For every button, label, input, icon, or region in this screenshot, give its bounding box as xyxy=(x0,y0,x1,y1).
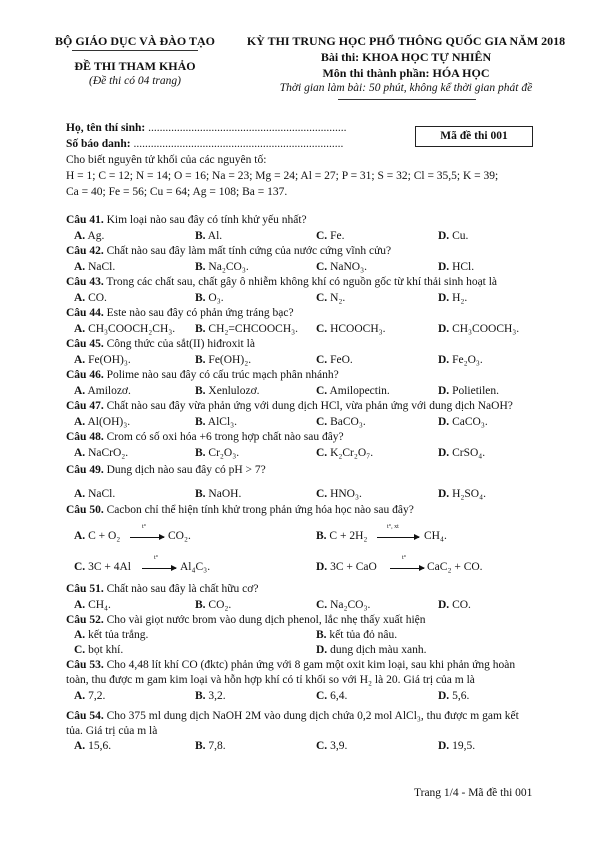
option-b[interactable]: B. Xenlulozơ. xyxy=(195,385,260,397)
option-b[interactable]: B. NaOH. xyxy=(195,488,242,500)
ministry-name: BỘ GIÁO DỤC VÀ ĐÀO TẠO xyxy=(55,34,215,48)
option-a[interactable]: A. kết tủa trắng. xyxy=(74,629,149,641)
candidate-id-field[interactable]: ......................................................................... xyxy=(133,138,344,150)
reaction-product: CaC₂ + CO. xyxy=(427,561,483,573)
question-number: Câu 51. xyxy=(66,583,104,595)
option-b[interactable]: B. CO₂. xyxy=(195,599,232,611)
question-number: Câu 43. xyxy=(66,276,104,288)
question-41 xyxy=(66,214,307,226)
subject-group: Bài thi: KHOA HỌC TỰ NHIÊN xyxy=(320,50,492,64)
question-text: Cho 4,48 lít khí CO (đktc) phản ứng với 8 gam một oxit kim loại, sau khi phản ứng hoàn xyxy=(106,659,516,671)
option-d[interactable]: D. CO. xyxy=(438,599,471,611)
question-text-cont: tủa. Giá trị của m là xyxy=(66,725,158,737)
option-d[interactable]: D. 19,5. xyxy=(438,740,476,752)
title-underline xyxy=(338,99,476,100)
option-d[interactable]: D. HCl. xyxy=(438,261,475,273)
candidate-name-label: Họ, tên thí sinh: xyxy=(66,122,146,134)
question-49 xyxy=(66,464,266,476)
question-text: Cacbon chỉ thể hiện tính khử trong phản ứng hóa học nào sau đây? xyxy=(106,504,414,516)
option-d[interactable]: D. Fe₂O₃. xyxy=(438,354,483,366)
question-number: Câu 45. xyxy=(66,338,104,350)
question-number: Câu 49. xyxy=(66,464,104,476)
reaction-product: CO₂. xyxy=(168,530,191,542)
option-b[interactable]: B. 3,2. xyxy=(195,690,226,702)
question-43 xyxy=(66,276,497,288)
atomic-mass-line2: Ca = 40; Fe = 56; Cu = 64; Ag = 108; Ba = 137. xyxy=(66,186,288,198)
option-d[interactable]: D. CaCO₃. xyxy=(438,416,488,428)
option-b[interactable]: B. Fe(OH)₂. xyxy=(195,354,252,366)
question-text: Chất nào sau đây làm mất tính cứng của nước cứng vĩnh cửu? xyxy=(106,245,392,257)
option-b[interactable]: B. Cr₂O₃. xyxy=(195,447,240,459)
question-text: Polime nào sau đây có cấu trúc mạch phân nhánh? xyxy=(106,369,339,381)
question-47 xyxy=(66,400,513,412)
question-52 xyxy=(66,614,426,626)
option-c[interactable]: C. 3C + 4Al xyxy=(74,561,131,573)
question-42 xyxy=(66,245,391,257)
time-note: Thời gian làm bài: 50 phút, không kể thời gian phát đề xyxy=(279,82,533,94)
question-number: Câu 44. xyxy=(66,307,104,319)
question-number: Câu 53. xyxy=(66,659,104,671)
option-a[interactable]: A. NaCrO₂. xyxy=(74,447,129,459)
question-number: Câu 52. xyxy=(66,614,104,626)
reaction-condition: t°, xt xyxy=(387,524,399,530)
option-d[interactable]: D. dung dịch màu xanh. xyxy=(316,644,427,656)
option-d[interactable]: D. H₂. xyxy=(438,292,468,304)
option-b[interactable]: B. 7,8. xyxy=(195,740,226,752)
atomic-mass-intro: Cho biết nguyên tử khối của các nguyên tố: xyxy=(66,154,267,166)
question-number: Câu 50. xyxy=(66,504,104,516)
option-a[interactable]: A. C + O₂ xyxy=(74,530,121,542)
option-a[interactable]: A. 7,2. xyxy=(74,690,106,702)
option-c[interactable]: C. Na₂CO₃. xyxy=(316,599,371,611)
exam-title: KỲ THI TRUNG HỌC PHỔ THÔNG QUỐC GIA NĂM 2018 xyxy=(246,34,566,48)
question-number: Câu 47. xyxy=(66,400,104,412)
option-c[interactable]: C. N₂. xyxy=(316,292,346,304)
reaction-arrow xyxy=(390,568,424,569)
candidate-id-label: Số báo danh: xyxy=(66,138,131,150)
option-c[interactable]: C. K₂Cr₂O₇. xyxy=(316,447,374,459)
question-number: Câu 42. xyxy=(66,245,104,257)
option-a[interactable]: A. CO. xyxy=(74,292,107,304)
reaction-arrow xyxy=(377,537,419,538)
question-54 xyxy=(66,710,519,722)
option-c[interactable]: C. HNO₃. xyxy=(316,488,362,500)
question-50 xyxy=(66,504,414,516)
option-c[interactable]: C. bọt khí. xyxy=(74,644,124,656)
question-text: Dung dịch nào sau đây có pH > 7? xyxy=(106,464,266,476)
option-c[interactable]: C. HCOOCH₃. xyxy=(316,323,386,335)
subject: Môn thi thành phần: HÓA HỌC xyxy=(322,66,490,80)
option-b[interactable]: B. kết tủa đỏ nâu. xyxy=(316,629,398,641)
option-b[interactable]: B. Na₂CO₃. xyxy=(195,261,249,273)
option-d[interactable]: D. Polietilen. xyxy=(438,385,500,397)
option-c[interactable]: C. 6,4. xyxy=(316,690,348,702)
question-text: Este nào sau đây có phản ứng tráng bạc? xyxy=(106,307,294,319)
reaction-product: Al₄C₃. xyxy=(180,561,211,573)
option-d[interactable]: D. 3C + CaO xyxy=(316,561,377,573)
option-a[interactable]: A. CH₃COOCH₂CH₃. xyxy=(74,323,176,335)
page-footer: Trang 1/4 - Mã đề thi 001 xyxy=(414,787,533,799)
ministry-underline xyxy=(72,50,198,51)
option-c[interactable]: C. NaNO₃. xyxy=(316,261,367,273)
reaction-arrow xyxy=(130,537,164,538)
option-d[interactable]: D. Cu. xyxy=(438,230,469,242)
candidate-name-row xyxy=(66,122,347,134)
option-a[interactable]: A. 15,6. xyxy=(74,740,112,752)
option-d[interactable]: D. 5,6. xyxy=(438,690,470,702)
question-53 xyxy=(66,659,515,671)
pages-note: (Đề thi có 04 trang) xyxy=(89,75,181,87)
option-b[interactable]: B. AlCl₃. xyxy=(195,416,238,428)
question-text: Cho vài giọt nước brom vào dung dịch phenol, lắc nhẹ thấy xuất hiện xyxy=(106,614,426,626)
option-a[interactable]: A. Ag. xyxy=(74,230,105,242)
option-d[interactable]: D. CH₃COOCH₃. xyxy=(438,323,520,335)
question-48 xyxy=(66,431,344,443)
option-a[interactable]: A. CH₄. xyxy=(74,599,111,611)
question-text: Trong các chất sau, chất gây ô nhiễm không khí có nguồn gốc từ khí thải sinh hoạt là xyxy=(106,276,498,288)
reaction-arrow xyxy=(142,568,176,569)
question-text: Cho 375 ml dung dịch NaOH 2M vào dung dịch chứa 0,2 mol AlCl₃, thu được m gam kết xyxy=(106,710,519,722)
question-number: Câu 41. xyxy=(66,214,104,226)
question-46 xyxy=(66,369,339,381)
question-45 xyxy=(66,338,255,350)
option-a[interactable]: A. NaCl. xyxy=(74,488,116,500)
reaction-condition: t° xyxy=(142,524,147,530)
option-b[interactable]: B. C + 2H₂ xyxy=(316,530,368,542)
option-d[interactable]: D. CrSO₄. xyxy=(438,447,486,459)
question-text: Công thức của sắt(II) hiđroxit là xyxy=(106,338,255,350)
option-a[interactable]: A. NaCl. xyxy=(74,261,116,273)
question-text-cont: toàn, thu được m gam kim loại và hỗn hợp khí có tỉ khối so với H₂ là 20. Giá trị của m là xyxy=(66,674,475,686)
atomic-mass-line1: H = 1; C = 12; N = 14; O = 16; Na = 23; Mg = 24; Al = 27; P = 31; S = 32; Cl = 35,5; K = 39; xyxy=(66,170,499,182)
option-d[interactable]: D. H₂SO₄. xyxy=(438,488,486,500)
reaction-condition: t° xyxy=(402,555,407,561)
option-a[interactable]: A. Amilozơ. xyxy=(74,385,131,397)
option-c[interactable]: C. Fe. xyxy=(316,230,345,242)
option-c[interactable]: C. Amilopectin. xyxy=(316,385,390,397)
reaction-condition: t° xyxy=(154,555,159,561)
option-b[interactable]: B. Al. xyxy=(195,230,223,242)
question-text: Chất nào sau đây là chất hữu cơ? xyxy=(106,583,259,595)
option-b[interactable]: B. CH₂=CHCOOCH₃. xyxy=(195,323,299,335)
exam-type: ĐỀ THI THAM KHẢO xyxy=(74,59,196,73)
option-a[interactable]: A. Al(OH)₃. xyxy=(74,416,131,428)
exam-code-box xyxy=(415,126,533,147)
exam-code: Mã đề thi 001 xyxy=(440,130,508,142)
question-text: Kim loại nào sau đây có tính khử yếu nhất? xyxy=(106,214,307,226)
question-51 xyxy=(66,583,258,595)
question-number: Câu 46. xyxy=(66,369,104,381)
question-44 xyxy=(66,307,294,319)
option-c[interactable]: C. FeO. xyxy=(316,354,353,366)
question-number: Câu 48. xyxy=(66,431,104,443)
candidate-name-field[interactable]: ..................................................................... xyxy=(148,122,347,134)
option-c[interactable]: C. BaCO₃. xyxy=(316,416,366,428)
option-c[interactable]: C. 3,9. xyxy=(316,740,348,752)
question-number: Câu 54. xyxy=(66,710,104,722)
question-text: Crom có số oxi hóa +6 trong hợp chất nào sau đây? xyxy=(106,431,344,443)
reaction-product: CH₄. xyxy=(424,530,447,542)
option-b[interactable]: B. O₃. xyxy=(195,292,224,304)
candidate-id-row xyxy=(66,138,343,150)
question-text: Chất nào sau đây vừa phản ứng với dung dịch HCl, vừa phản ứng với dung dịch NaOH? xyxy=(106,400,513,412)
option-a[interactable]: A. Fe(OH)₃. xyxy=(74,354,131,366)
